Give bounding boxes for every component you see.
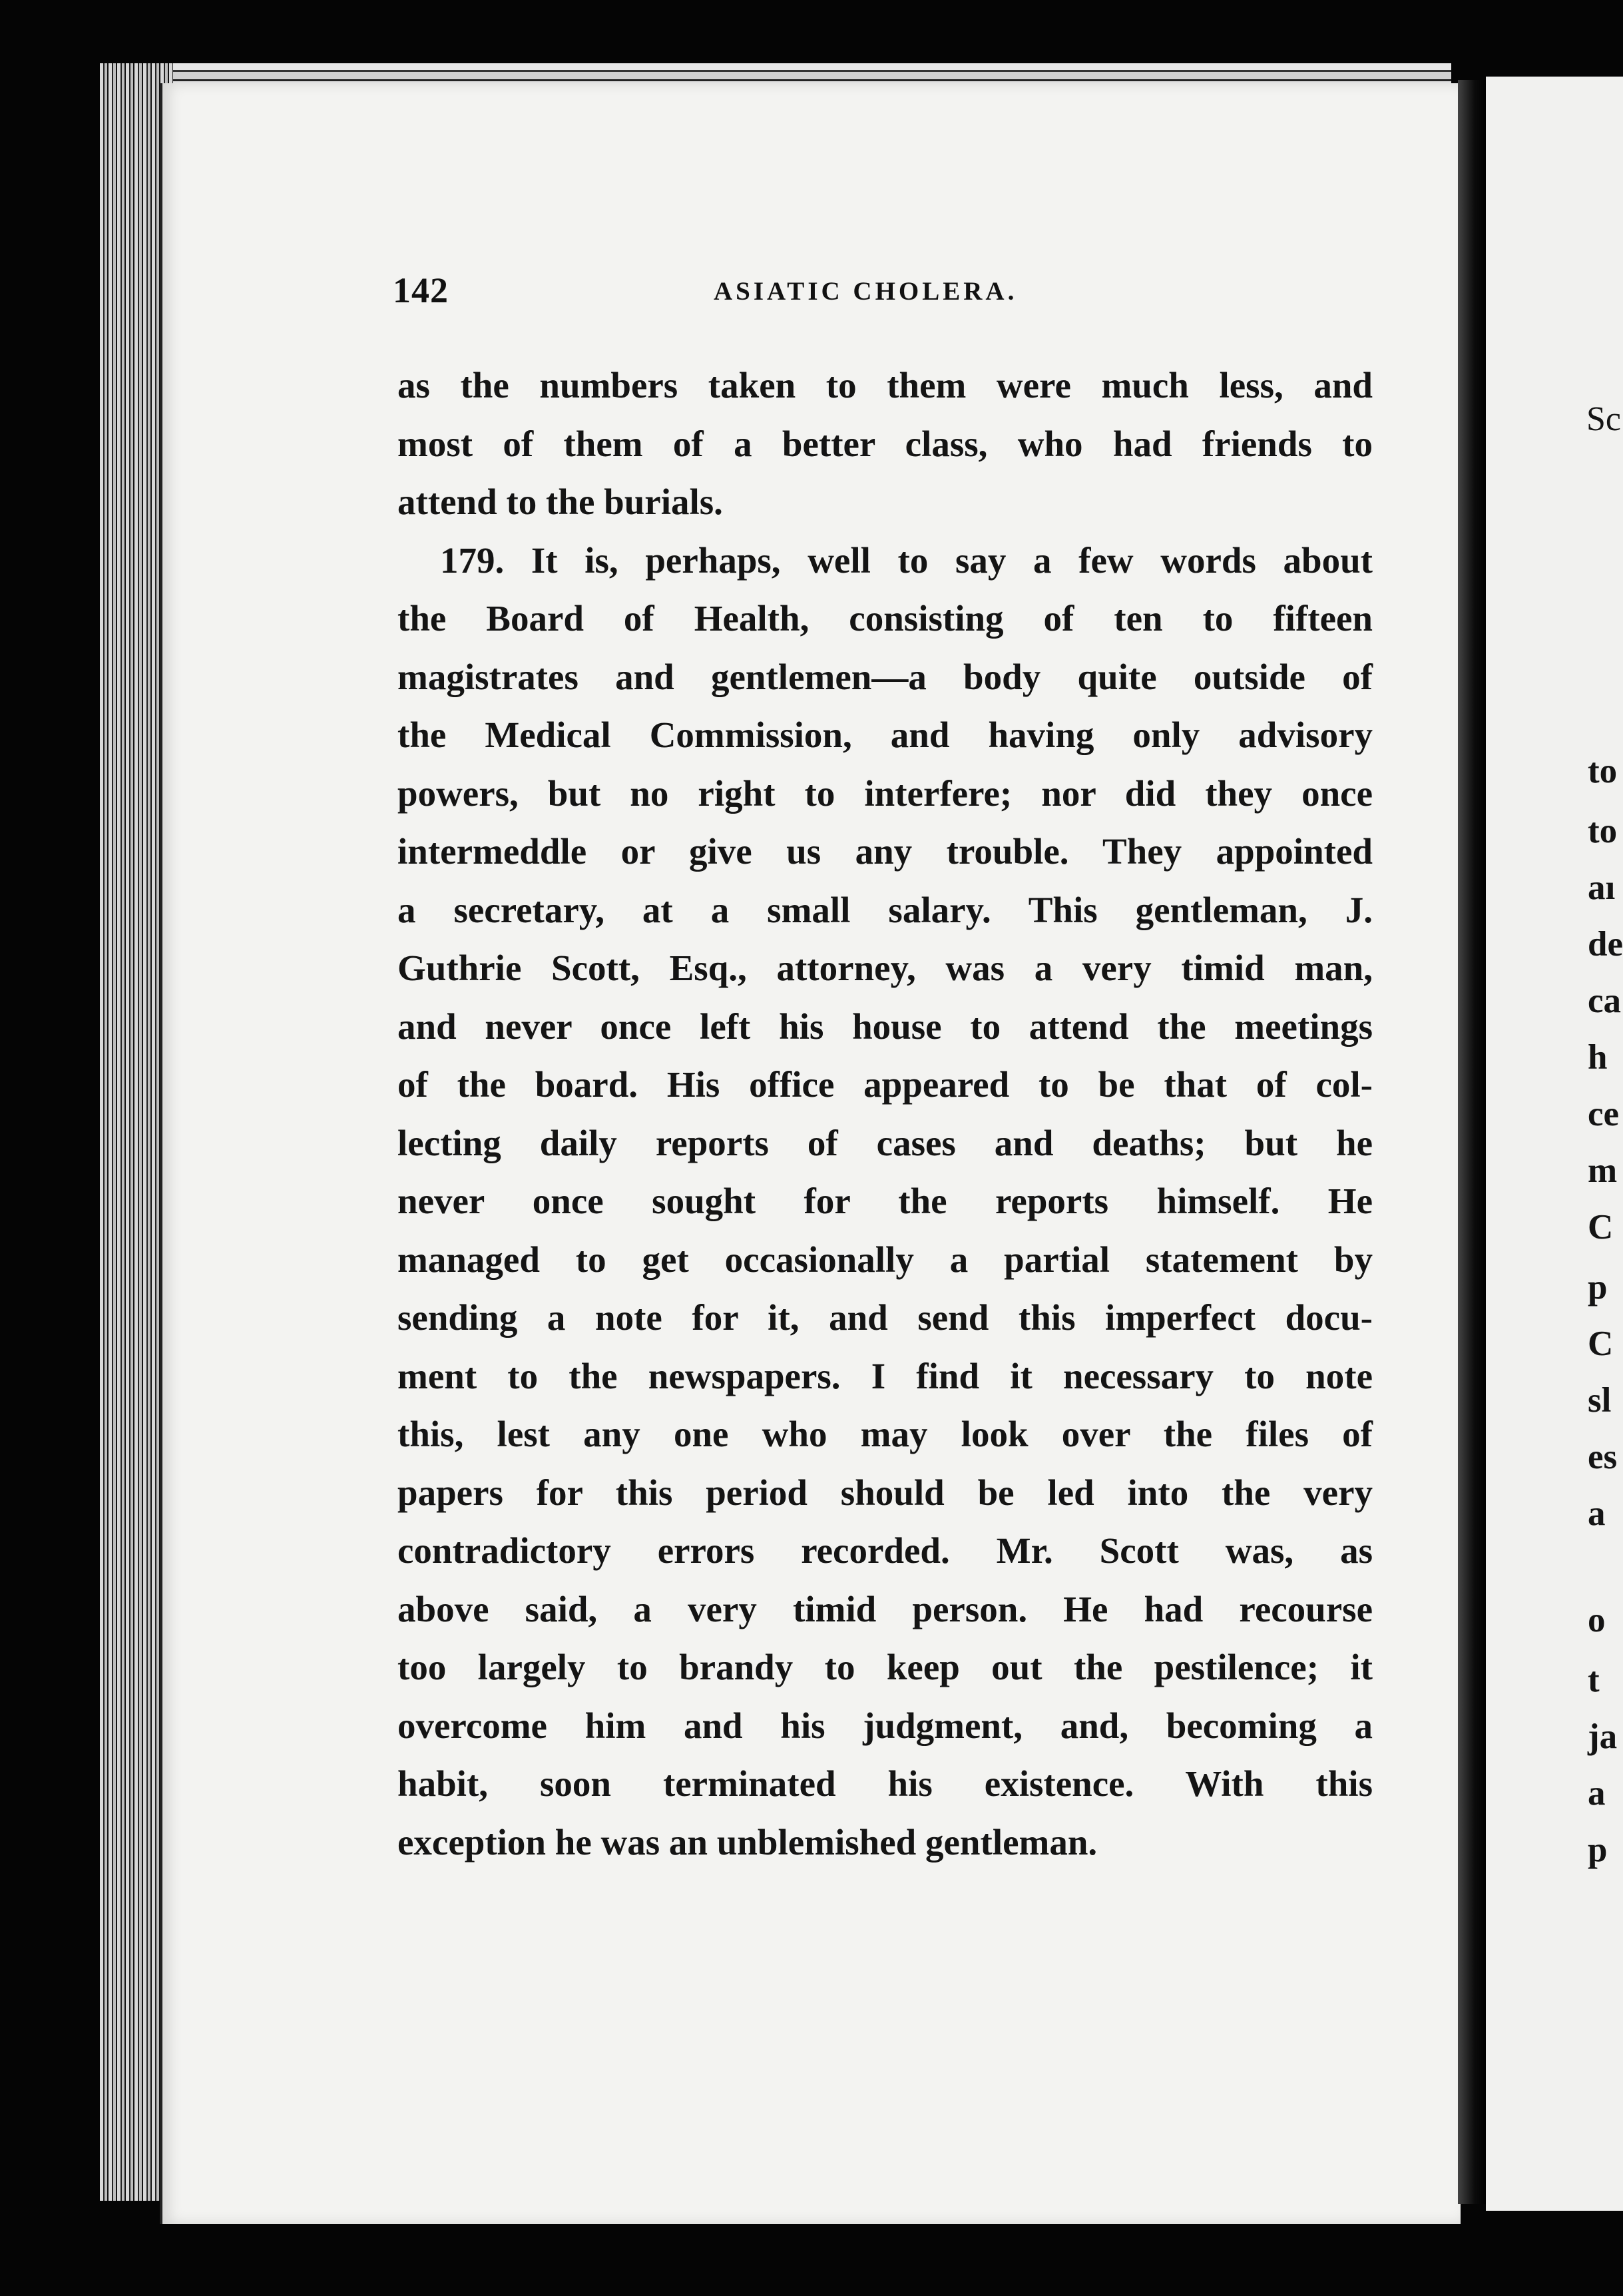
text-line-content: as the numbers taken to them were much less, and [397,365,1373,406]
book-gutter [1458,80,1486,2204]
text-line-content: the Board of Health, consisting of ten to fifteen [397,598,1373,639]
right-page-line: a [1588,1494,1606,1533]
body-text [397,356,1373,1871]
text-line [397,473,1373,531]
text-line [397,881,1373,940]
text-line-content: most of them of a better class, who had friends to [397,423,1373,464]
right-page-line: p [1588,1831,1608,1869]
text-line [397,1114,1373,1173]
page-number: 142 [393,270,449,310]
text-line [397,356,1373,415]
text-line-content: It is, perhaps, well to say a few words about [531,539,1373,581]
text-line [397,1522,1373,1580]
right-page-line: sl [1588,1381,1612,1420]
right-page-line: t [1588,1661,1600,1699]
text-line [397,589,1373,648]
text-line [397,648,1373,707]
text-line [397,1813,1373,1872]
text-line-content: lecting daily reports of cases and deaths; but he [397,1122,1373,1163]
text-line [397,531,1373,590]
text-line [397,1464,1373,1522]
text-line [397,1231,1373,1289]
page-header [393,270,1391,323]
right-page-line: ca [1588,982,1622,1020]
right-page-line: ja [1588,1717,1618,1756]
right-page-line: o [1588,1601,1606,1639]
text-line [397,706,1373,764]
text-line-content: above said, a very timid person. He had recourse [397,1588,1373,1629]
text-line-content: exception he was an unblemished gentleman. [397,1821,1098,1863]
right-page-line: m [1588,1151,1618,1190]
right-page-line: a [1588,1774,1606,1813]
text-line-content: the Medical Commission, and having only advisory [397,715,1373,755]
text-line [397,1289,1373,1347]
paragraph-number: 179. [440,539,531,581]
text-line-content: ment to the newspapers. I find it necessary to note [397,1355,1373,1396]
right-page-line: aı [1588,868,1616,907]
text-line [397,1347,1373,1406]
right-page-line: to [1588,812,1618,850]
right-page-line: p [1588,1268,1608,1306]
running-head: ASIATIC CHOLERA. [714,277,1018,306]
right-page-line: to [1588,752,1618,790]
text-line-content: too largely to brandy to keep out the pestilence; it [397,1647,1373,1687]
text-line [397,939,1373,998]
right-page-head: Sc [1586,400,1621,438]
text-line-content: habit, soon terminated his existence. With this [397,1763,1373,1804]
right-page-line: h [1588,1038,1608,1077]
right-page-line: es [1588,1438,1618,1476]
text-line-content: sending a note for it, and send this imperfect docu- [397,1297,1373,1338]
text-line [397,415,1373,473]
text-line [397,1405,1373,1464]
text-line-content: papers for this period should be led into the very [397,1472,1373,1513]
text-line-content: attend to the burials. [397,481,723,522]
text-line-content: and never once left his house to attend the meetings [397,1005,1373,1047]
text-line [397,1172,1373,1231]
text-line [397,1697,1373,1755]
right-page-line: ce [1588,1095,1620,1133]
right-page-line: C [1588,1208,1614,1247]
text-line-content: Guthrie Scott, Esq., attorney, was a very timid man, [397,948,1373,988]
text-line-content: managed to get occasionally a partial statement by [397,1239,1373,1280]
text-line-content: overcome him and his judgment, and, becoming a [397,1705,1373,1746]
text-line-content: contradictory errors recorded. Mr. Scott was, as [397,1530,1373,1571]
text-line-content: never once sought for the reports himself. He [397,1181,1373,1221]
right-page-line: de [1588,925,1623,964]
text-line [397,822,1373,881]
text-line-content: this, lest any one who may look over the files of [397,1414,1373,1454]
text-line-content: a secretary, at a small salary. This gentleman, J. [397,889,1373,930]
text-line [397,998,1373,1056]
right-page-line: C [1588,1324,1614,1363]
text-line [397,1580,1373,1639]
text-line-content: powers, but no right to interfere; nor did they once [397,772,1373,814]
text-line-content: of the board. His office appeared to be that of col- [397,1064,1373,1105]
text-line [397,1638,1373,1697]
text-line [397,764,1373,823]
text-line-content: magistrates and gentlemen—a body quite outside of [397,656,1373,697]
text-line-content: intermeddle or give us any trouble. They appointed [397,831,1373,872]
text-line [397,1755,1373,1813]
text-line [397,1055,1373,1114]
